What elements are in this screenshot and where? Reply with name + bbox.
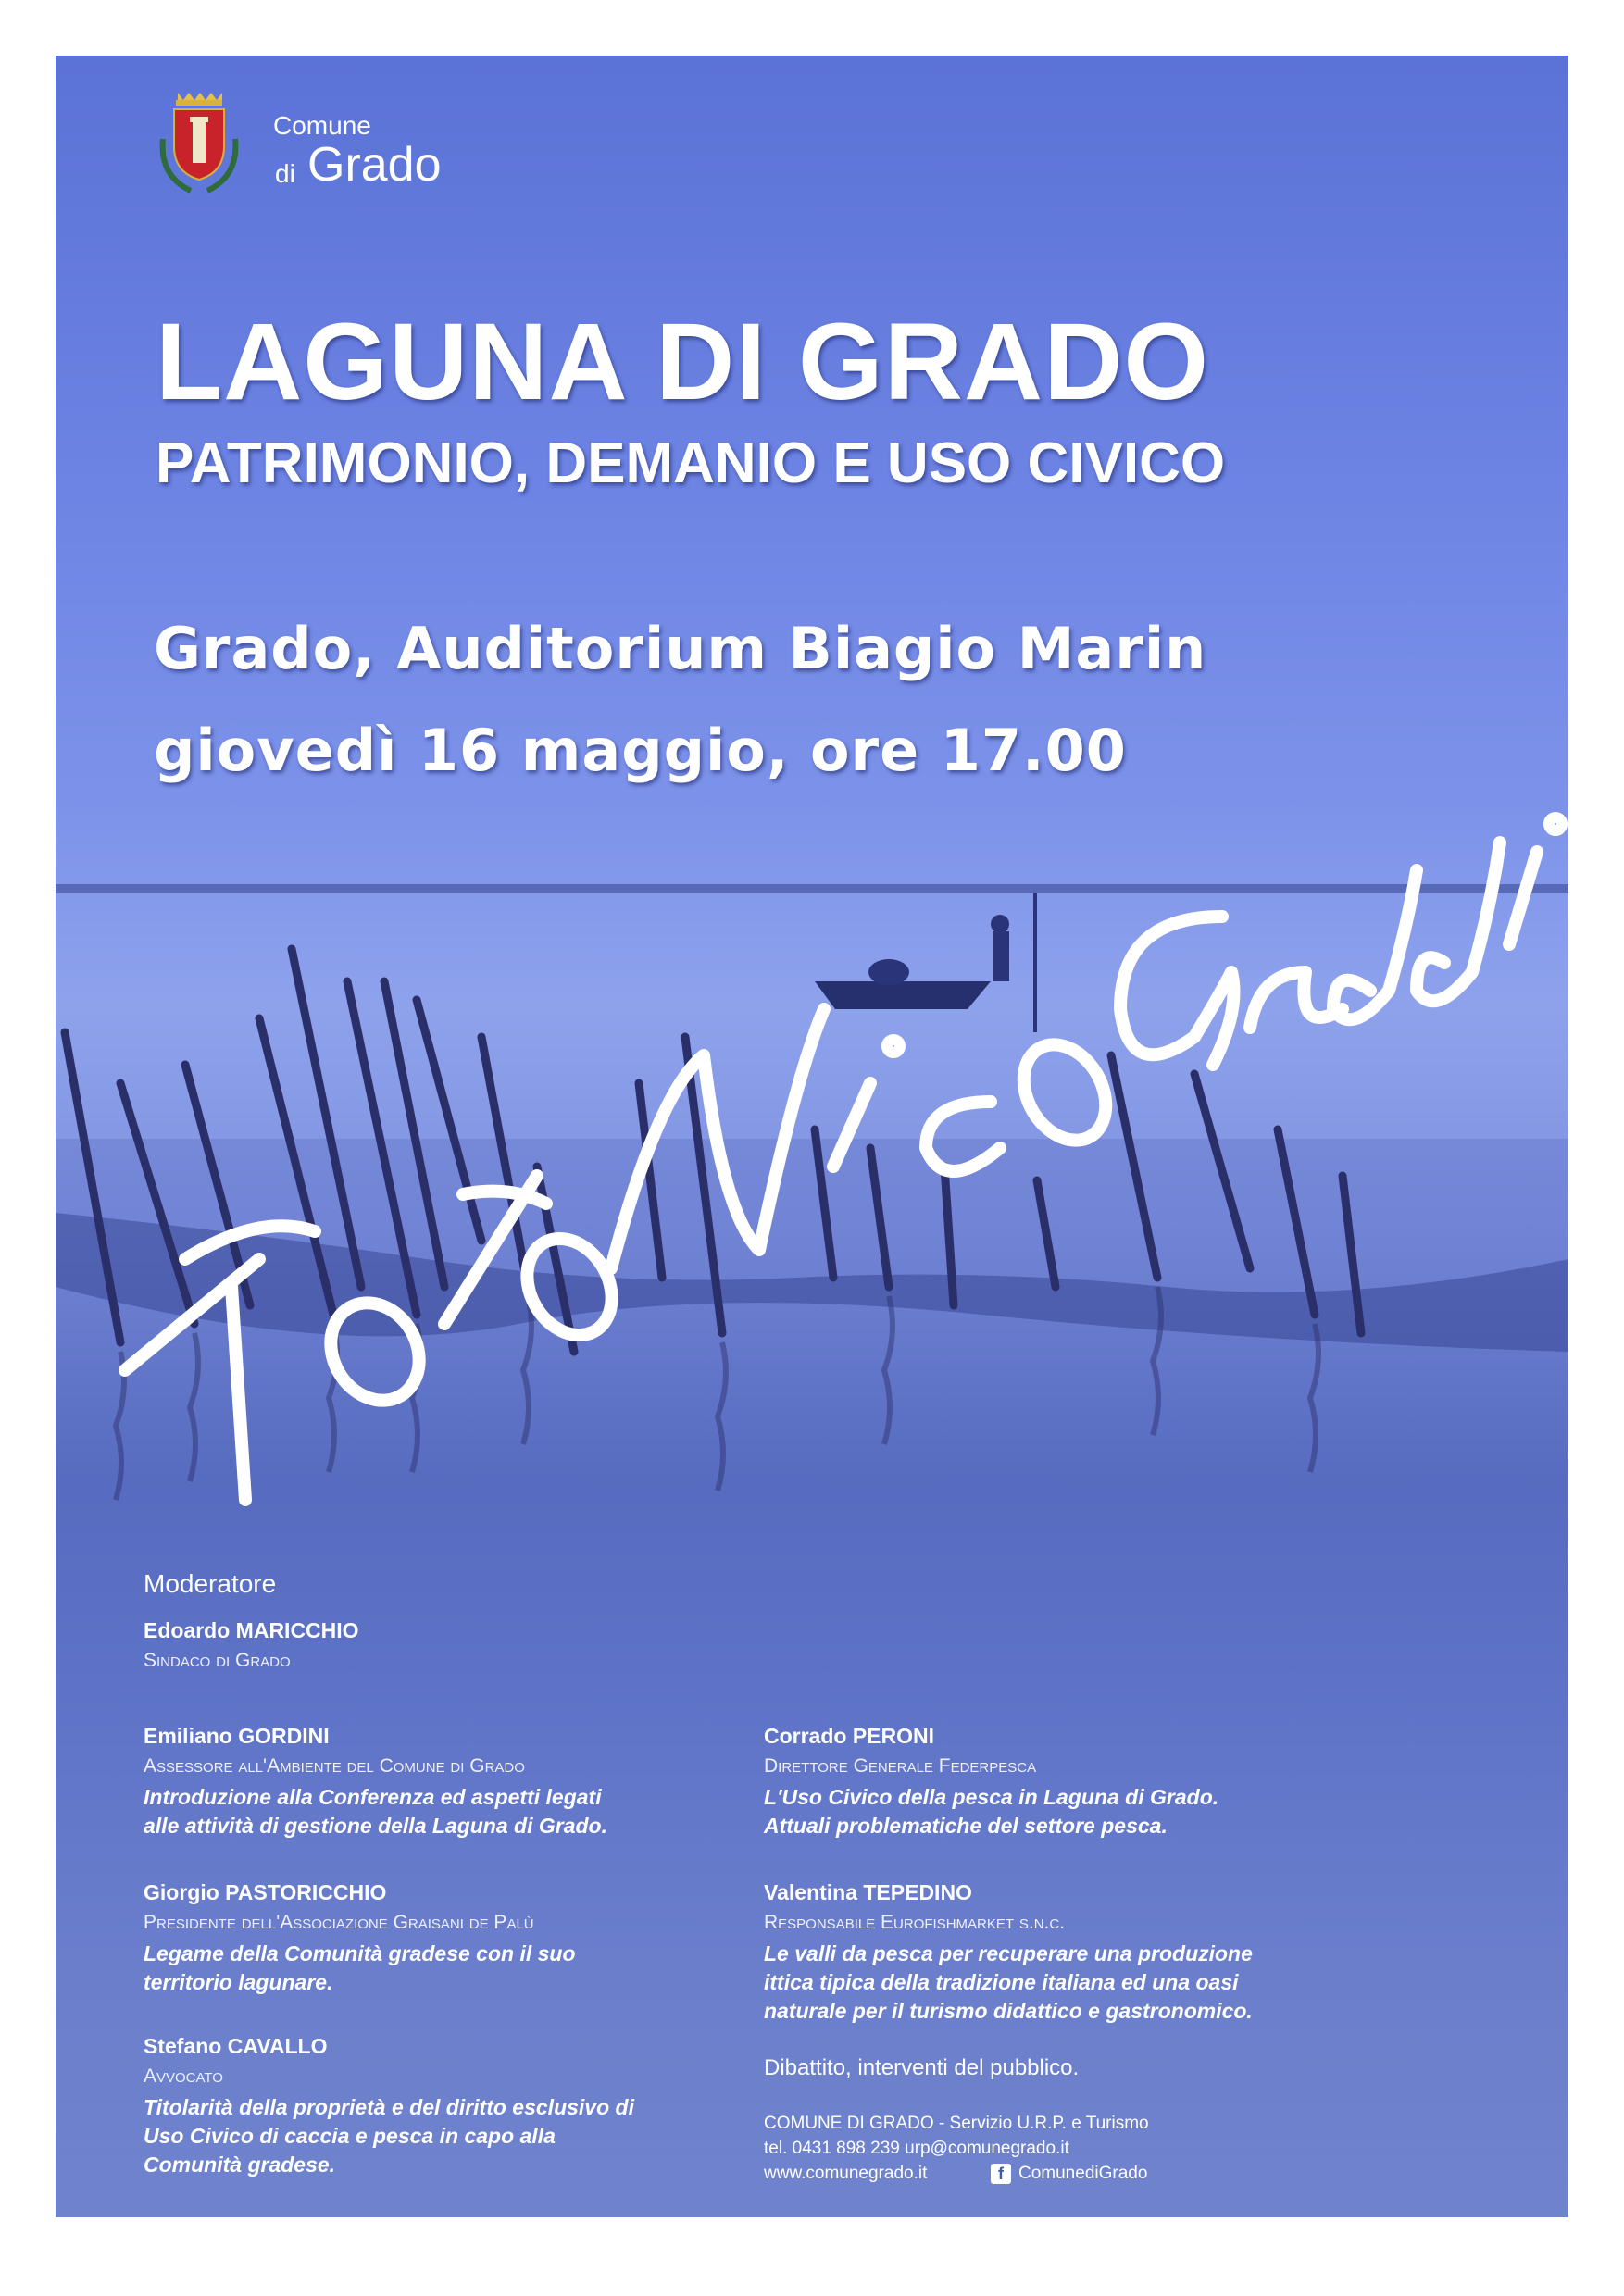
event-subtitle: PATRIMONIO, DEMANIO E USO CIVICO xyxy=(156,431,1226,495)
event-title: LAGUNA DI GRADO xyxy=(156,301,1210,423)
event-date-time: giovedì 16 maggio, ore 17.00 xyxy=(154,717,1127,784)
speaker-name: Valentina TEPEDINO xyxy=(764,1880,972,1904)
speaker-role: Responsabile Eurofishmarket s.n.c. xyxy=(764,1912,1066,1933)
contact-facebook[interactable]: ComunediGrado xyxy=(1018,2164,1148,2183)
speaker-topic: L'Uso Civico della pesca in Laguna di Grado. xyxy=(764,1785,1219,1809)
speaker-topic: Le valli da pesca per recuperare una produzione xyxy=(764,1941,1253,1965)
speaker-name: Giorgio PASTORICCHIO xyxy=(144,1880,387,1904)
event-poster xyxy=(56,56,1568,2217)
contact-phone-email: tel. 0431 898 239 urp@comunegrado.it xyxy=(764,2139,1069,2158)
speaker-role: Assessore all'Ambiente del Comune di Grado xyxy=(144,1755,525,1777)
speaker-topic: territorio lagunare. xyxy=(144,1970,333,1994)
facebook-icon: f xyxy=(991,2164,1011,2184)
speaker-topic: Comunità gradese. xyxy=(144,2152,336,2177)
contact-website[interactable]: www.comunegrado.it xyxy=(764,2164,928,2183)
moderator-name: Edoardo MARICCHIO xyxy=(144,1618,359,1642)
speaker-topic: Titolarità della proprietà e del diritto esclusivo di xyxy=(144,2095,634,2119)
speaker-name: Corrado PERONI xyxy=(764,1724,935,1748)
speaker-role: Avvocato xyxy=(144,2065,223,2087)
contact-office: COMUNE DI GRADO - Servizio U.R.P. e Turismo xyxy=(764,2114,1149,2133)
speaker-topic: Legame della Comunità gradese con il suo xyxy=(144,1941,576,1965)
di-label: di xyxy=(275,159,295,188)
event-venue: Grado, Auditorium Biagio Marin xyxy=(154,615,1207,682)
speaker-topic: alle attività di gestione della Laguna di Grado. xyxy=(144,1814,607,1838)
speaker-name: Emiliano GORDINI xyxy=(144,1724,330,1748)
moderator-label: Moderatore xyxy=(144,1569,277,1598)
speaker-topic: Uso Civico di caccia e pesca in capo alla xyxy=(144,2124,556,2148)
speaker-topic: naturale per il turismo didattico e gastronomico. xyxy=(764,1999,1253,2023)
town-label: Grado xyxy=(307,138,442,192)
speaker-role: Presidente dell'Associazione Graisani de Palù xyxy=(144,1912,534,1933)
comune-label: Comune xyxy=(273,111,371,140)
speaker-name: Stefano CAVALLO xyxy=(144,2034,328,2058)
speaker-role: Direttore Generale Federpesca xyxy=(764,1755,1037,1777)
speaker-topic: Introduzione alla Conferenza ed aspetti legati xyxy=(144,1785,602,1809)
debate-note: Dibattito, interventi del pubblico. xyxy=(764,2055,1080,2080)
moderator-role: Sindaco di Grado xyxy=(144,1650,291,1671)
speaker-topic: ittica tipica della tradizione italiana ed una oasi xyxy=(764,1970,1239,1994)
speaker-topic: Attuali problematiche del settore pesca. xyxy=(764,1814,1168,1838)
